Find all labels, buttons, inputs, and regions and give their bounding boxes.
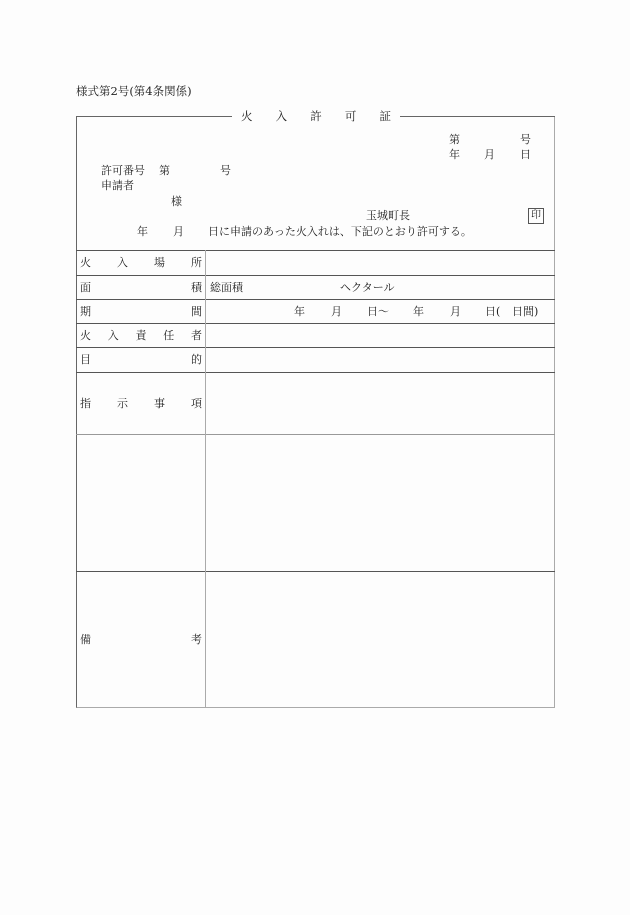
- label-char: 入: [117, 256, 128, 269]
- label-char: 項: [191, 397, 202, 410]
- label-char: 指: [80, 397, 91, 410]
- label-char: 場: [154, 256, 165, 269]
- label-char: 間: [191, 305, 202, 318]
- label-char: 者: [191, 329, 202, 342]
- row-divider: [76, 571, 555, 572]
- purpose-field[interactable]: [210, 353, 550, 367]
- row-label-remarks: [80, 633, 202, 646]
- label-char: 事: [154, 397, 165, 410]
- period-start-month: 月: [331, 305, 342, 318]
- seal-mark: 印: [528, 208, 544, 224]
- row-label-area: [80, 281, 202, 294]
- row-divider: [76, 434, 555, 435]
- issuer-name: 玉城町長: [366, 209, 410, 222]
- area-unit: ヘクタール: [340, 281, 395, 294]
- body-text: 日に申請のあった火入れは、下記のとおり許可する。: [208, 225, 472, 238]
- title-char: 証: [379, 109, 391, 123]
- label-char: 期: [80, 305, 91, 318]
- column-divider: [205, 250, 206, 708]
- row-label-burn-location: [80, 256, 202, 269]
- period-start-year: 年: [294, 305, 305, 318]
- document-title: [232, 109, 400, 123]
- row-divider: [76, 275, 555, 276]
- label-char: 所: [191, 256, 202, 269]
- period-days: 日間): [512, 305, 539, 318]
- body-year: 年: [137, 225, 148, 238]
- label-char: 入: [107, 329, 119, 342]
- label-char: 火: [80, 256, 91, 269]
- label-char: 積: [191, 281, 202, 294]
- permit-number-prefix: 第: [159, 164, 170, 177]
- row-divider: [76, 250, 555, 251]
- responsible-person-field[interactable]: [210, 329, 550, 343]
- instructions-field[interactable]: [210, 378, 550, 430]
- title-char: 可: [344, 109, 357, 123]
- period-start-day: 日～: [367, 305, 389, 318]
- burn-location-field[interactable]: [210, 256, 550, 270]
- period-end-year: 年: [413, 305, 424, 318]
- title-char: 入: [275, 109, 288, 123]
- label-char: 面: [80, 281, 91, 294]
- label-char: 示: [117, 397, 128, 410]
- label-char: 備: [80, 633, 91, 646]
- issue-date-day: 日: [520, 148, 531, 161]
- area-total-label: 総面積: [210, 281, 243, 294]
- remarks-field[interactable]: [210, 577, 550, 703]
- label-char: 考: [191, 633, 202, 646]
- label-char: 目: [80, 353, 91, 366]
- row-label-period: [80, 305, 202, 318]
- frame-top-left-line: [76, 116, 232, 117]
- label-char: 火: [80, 329, 91, 342]
- label-char: 的: [191, 353, 202, 366]
- row-label-purpose: [80, 353, 202, 366]
- period-end-month: 月: [450, 305, 461, 318]
- frame-top-right-line: [400, 116, 555, 117]
- label-char: 任: [163, 329, 175, 342]
- applicant-label: 申請者: [101, 179, 134, 192]
- form-label: 様式第2号(第4条関係): [76, 84, 192, 98]
- row-divider: [76, 323, 555, 324]
- title-char: 火: [241, 109, 253, 123]
- body-month: 月: [173, 225, 184, 238]
- row-divider: [76, 347, 555, 348]
- blank-field[interactable]: [210, 440, 550, 566]
- period-end-day: 日(: [485, 305, 501, 318]
- issue-date-month: 月: [484, 148, 495, 161]
- permit-number-label: 許可番号: [101, 164, 145, 177]
- issue-number-prefix: 第: [449, 133, 460, 146]
- row-label-responsible-person: [80, 329, 202, 342]
- issue-number-suffix: 号: [520, 133, 531, 146]
- applicant-honorific: 様: [171, 195, 182, 208]
- row-divider: [76, 299, 555, 300]
- row-label-instructions: [80, 397, 202, 410]
- issue-date-year: 年: [449, 148, 460, 161]
- row-divider: [76, 372, 555, 373]
- title-char: 許: [310, 109, 322, 123]
- permit-number-suffix: 号: [220, 164, 231, 177]
- label-char: 責: [135, 329, 147, 342]
